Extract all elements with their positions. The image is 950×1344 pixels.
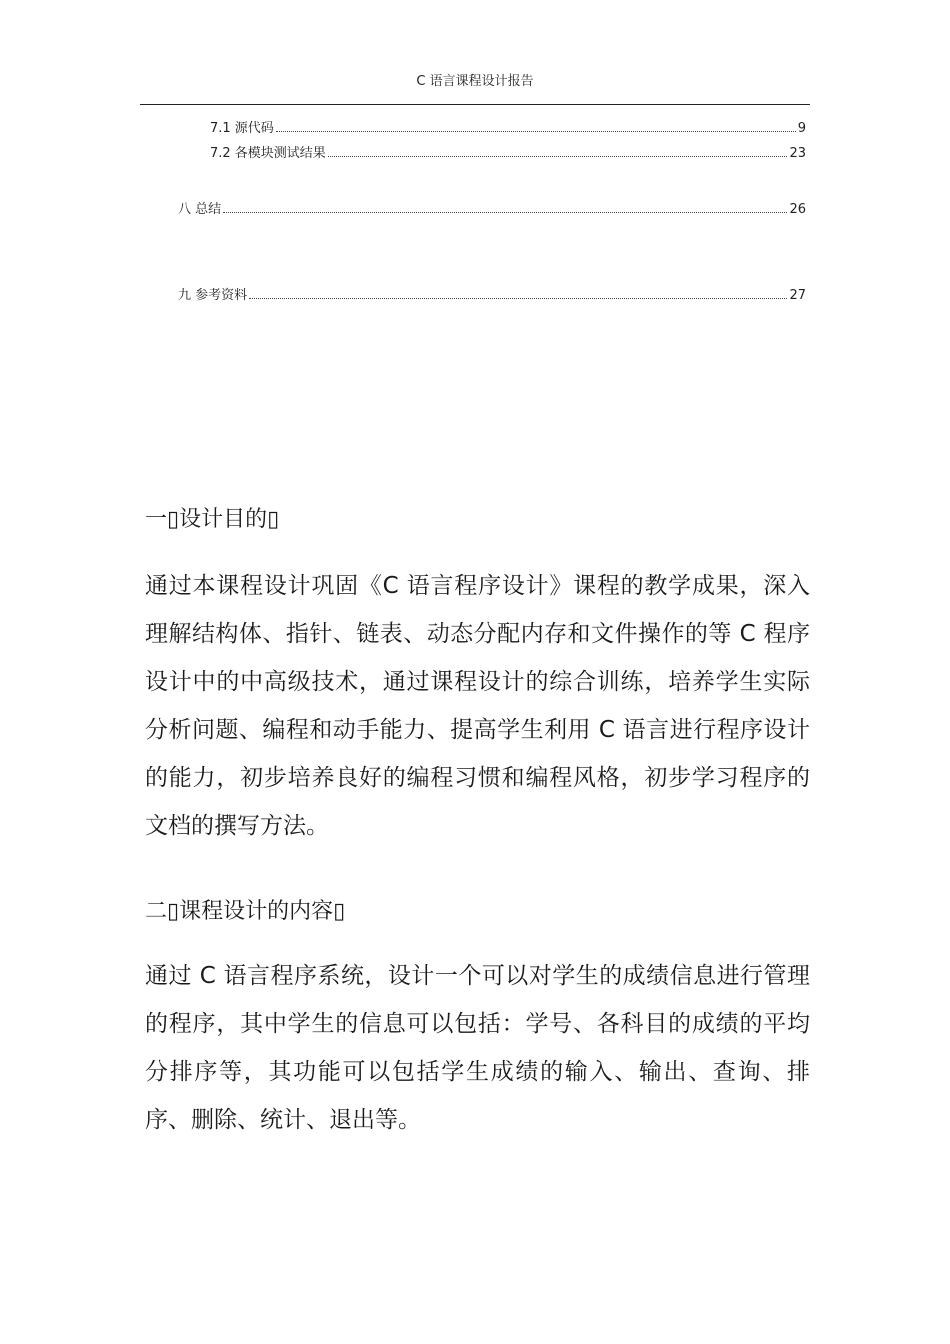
toc-entry-9[interactable] (178, 288, 806, 304)
section-paragraph-content: 通过 C 语言程序系统，设计一个可以对学生的成绩信息进行管理的程序，其中学生的信息可以包括：学号、各科目的成绩的平均分排序等，其功能可以包括学生成绩的输入、输出、查询、排序、删除、统计、退出等。 (145, 963, 810, 1133)
toc-page-number: 9 (797, 121, 806, 136)
section-paragraph-purpose: 通过本课程设计巩固《C 语言程序设计》课程的教学成果，深入理解结构体、指针、链表、动态分配内存和文件操作的等 C 程序设计中的中高级技术，通过课程设计的综合训练，培养学生实际分析问题、编程和动手能力、提高学生利用 C 语言进行程序设计的能力，初步培养良好的编程习惯和编程风格，初步学习程序的文档的撰写方法。 (145, 573, 810, 839)
toc-leader-dots (328, 156, 788, 157)
toc-entry-8[interactable] (178, 202, 806, 218)
header-rule (140, 104, 810, 105)
section-heading-purpose: 一▯设计目的▯ (145, 507, 280, 532)
toc-entry-7-1[interactable] (210, 121, 806, 137)
toc-page-number: 23 (789, 146, 806, 161)
toc-label: 九 参考资料 (178, 288, 248, 303)
running-header: C 语言课程设计报告 (416, 74, 534, 89)
toc-label: 7.1 源代码 (210, 121, 274, 136)
toc-leader-dots (249, 298, 787, 299)
toc-entry-7-2[interactable] (210, 146, 806, 162)
toc-page-number: 27 (789, 288, 806, 303)
section-heading-content: 二▯课程设计的内容▯ (145, 899, 346, 924)
toc-label: 7.2 各模块测试结果 (210, 146, 326, 161)
toc-page-number: 26 (789, 202, 806, 217)
toc-leader-dots (223, 212, 787, 213)
toc-leader-dots (276, 131, 796, 132)
toc-label: 八 总结 (178, 202, 222, 217)
